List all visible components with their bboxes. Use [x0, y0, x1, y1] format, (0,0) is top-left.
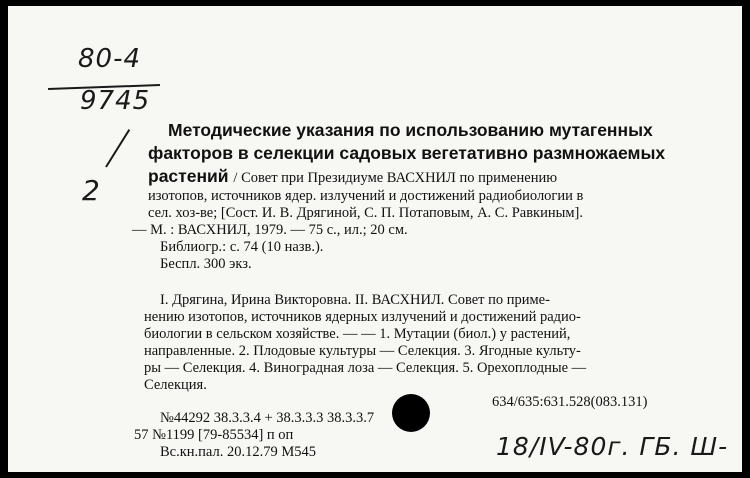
accession-number: №44292 [160, 410, 211, 426]
handwritten-call-number-bottom: 9745 [80, 86, 151, 116]
footer-chamber-line: Вс.кн.пал. 20.12.79 М545 [160, 444, 316, 460]
tracings-line-6: Селекция. [144, 377, 207, 393]
entry-responsibility: / Совет при Президиуме ВАСХНИЛ по применению [233, 170, 558, 186]
tracings-line-1: I. Дрягина, Ирина Викторовна. II. ВАСХНИЛ. Совет по приме- [160, 292, 550, 308]
classification-codes: 38.3.3.4 + 38.3.3.3 38.3.3.7 [213, 410, 375, 426]
entry-price-copies: Беспл. 300 экз. [160, 256, 252, 272]
entry-title-line-2: факторов в селекции садовых вегетативно размножаемых [148, 143, 666, 163]
tracings-line-2: нению изотопов, источников ядерных излучений и достижений радио- [144, 309, 581, 325]
entry-imprint-line: — М. : ВАСХНИЛ, 1979. — 75 с., ил.; 20 см. [132, 222, 408, 238]
entry-title-line-3 [148, 166, 557, 188]
footer-codes-line [160, 410, 374, 427]
entry-bibliography: Библиогр.: с. 74 (10 назв.). [160, 239, 324, 255]
entry-line-5: сел. хоз-ве; [Сост. И. В. Дрягиной, С. П. Потаповым, А. С. Равкиным]. [148, 205, 583, 221]
entry-line-4: изотопов, источников ядер. излучений и достижений радиобиологии в [148, 188, 584, 204]
tracings-line-5: ры — Селекция. 4. Виноградная лоза — Селекция. 5. Орехоплодные — [144, 360, 587, 376]
entry-title-end: растений [148, 166, 229, 186]
handwritten-copies-mark: 2 [82, 174, 100, 207]
footer-registration-line: 57 №1199 [79-85534] п оп [134, 427, 294, 443]
udc-classification: 634/635:631.528(083.131) [492, 394, 648, 410]
handwritten-receipt-note: 18/IV-80г. ГБ. Ш- [496, 432, 729, 461]
tracings-line-4: направленные. 2. Плодовые культуры — Селекция. 3. Ягодные культу- [144, 343, 581, 359]
handwritten-bracket-mark [105, 129, 130, 167]
catalog-card [8, 6, 742, 472]
ink-blot [392, 394, 430, 432]
entry-title-line-1: Методические указания по использованию мутагенных [168, 120, 653, 140]
tracings-line-3: биологии в сельском хозяйстве. — — 1. Мутации (биол.) у растений, [144, 326, 571, 342]
handwritten-call-number-top: 80-4 [78, 44, 142, 74]
